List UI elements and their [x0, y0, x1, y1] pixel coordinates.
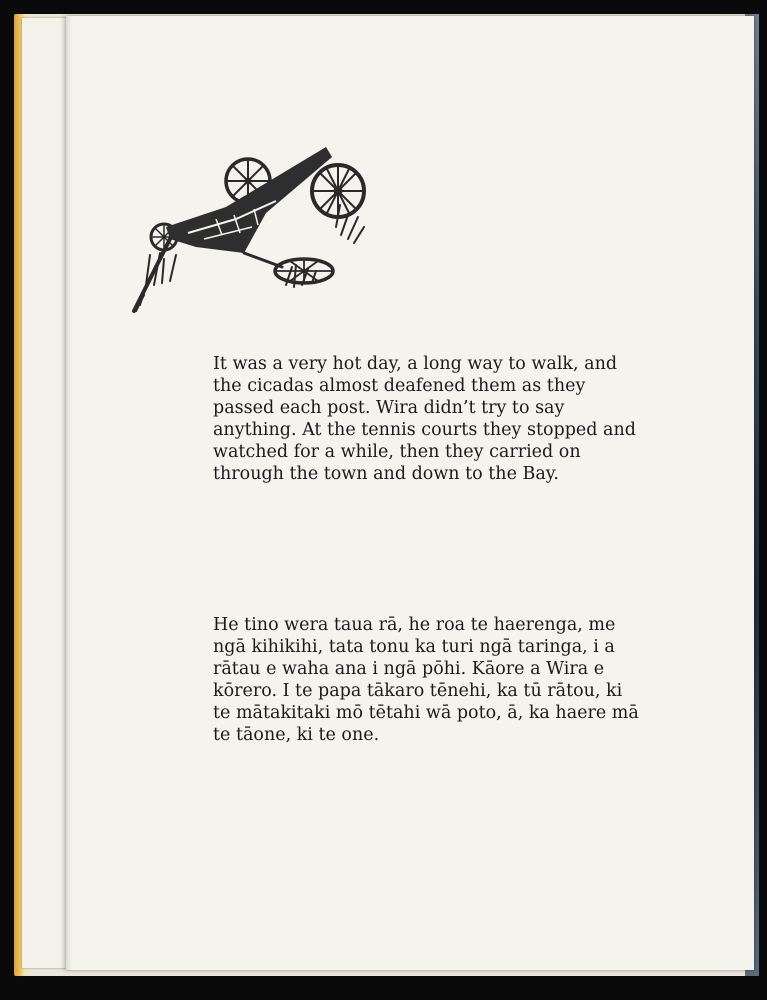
english-paragraph: It was a very hot day, a long way to walk, and the cicadas almost deafened them as they passed each post. Wira didn’t try to say anything. At the tennis courts they stopped and watched for a while, then they carried on through the town and down to the Bay.: [213, 354, 636, 484]
horse-cart-woodcut-icon: [126, 135, 371, 315]
maori-paragraph: He tino wera taua rā, he roa te haerenga, me ngā kihikihi, tata tonu ka turi ngā taringa, i a rātau e waha ana i ngā pōhi. Kāore a Wira e kōrero. I te papa tākaro tēnehi, ka tū rātou, ki te mātakitaki mō tētahi wā poto, ā, ka haere mā te tāone, ki te one.: [213, 615, 639, 745]
